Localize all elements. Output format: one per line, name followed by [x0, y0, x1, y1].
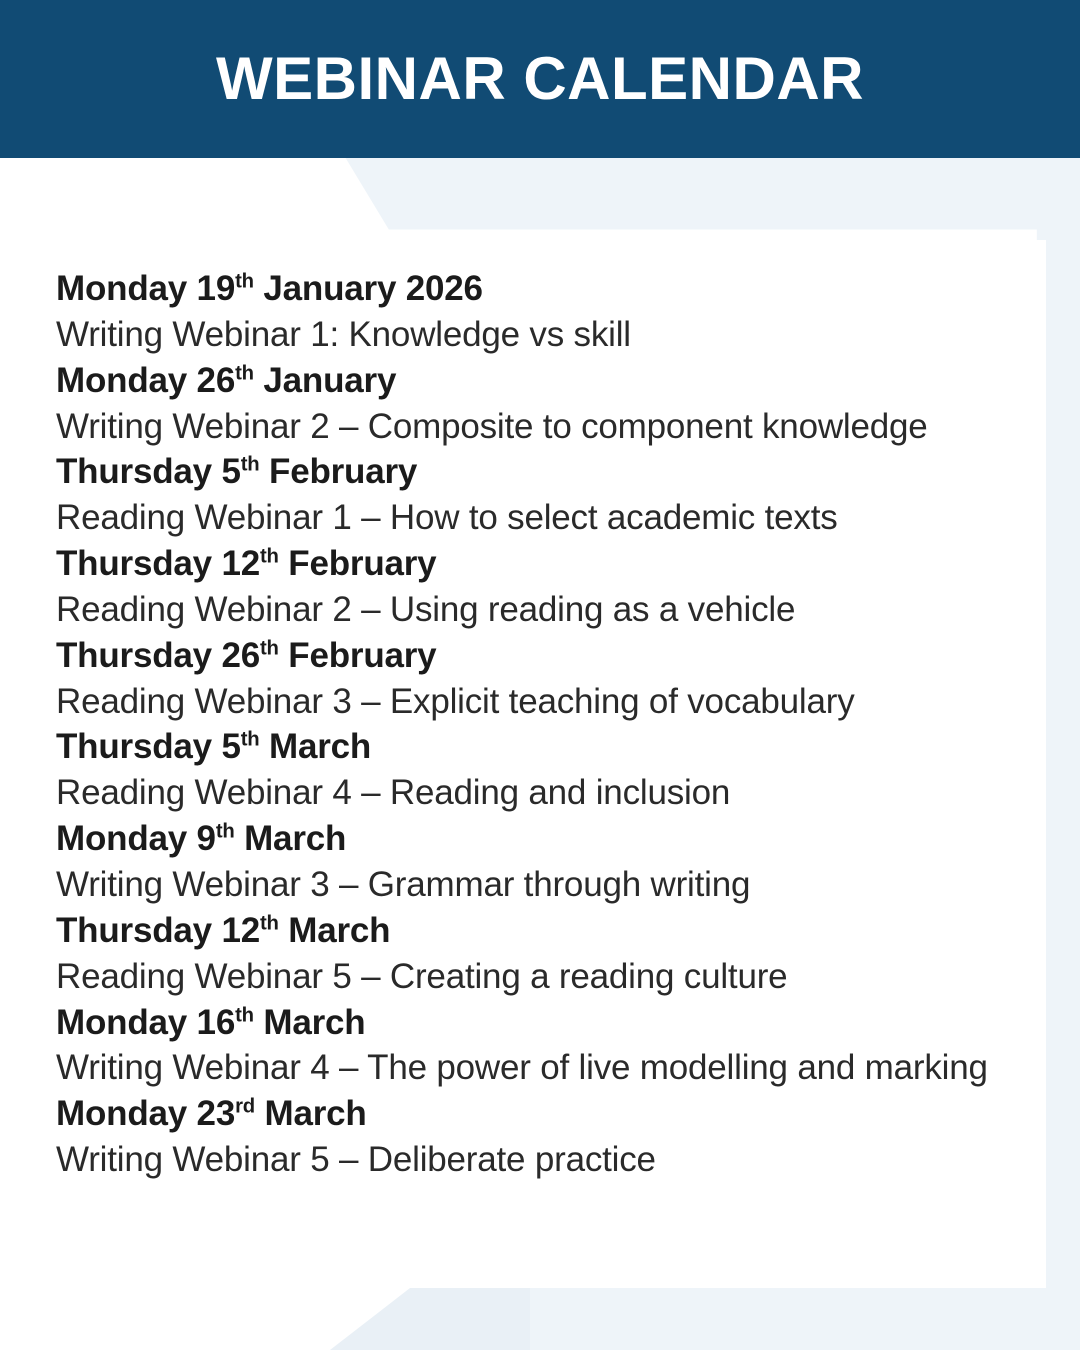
entry-title: Reading Webinar 2 – Using reading as a vehicle — [56, 589, 796, 629]
entry-date: Thursday 5th February — [56, 452, 418, 492]
list-item — [56, 908, 1018, 1000]
list-item — [56, 816, 1018, 908]
list-item — [56, 266, 1018, 358]
entry-date: Monday 9th March — [56, 819, 347, 859]
right-edge-accent — [1040, 700, 1080, 930]
entry-date: Monday 19th January 2026 — [56, 269, 483, 308]
entry-date: Thursday 12th February — [56, 544, 437, 584]
list-item — [56, 724, 1018, 816]
bottom-corner-accent — [330, 1288, 530, 1350]
entry-title: Writing Webinar 3 – Grammar through writing — [56, 864, 751, 904]
page-title: WEBINAR CALENDAR — [216, 45, 864, 112]
entry-date: Thursday 12th March — [56, 910, 391, 950]
list-item — [56, 1000, 1018, 1092]
entry-title: Writing Webinar 2 – Composite to component knowledge — [56, 406, 928, 446]
schedule-card — [34, 240, 1046, 1288]
entry-date: Monday 23rd March — [56, 1094, 367, 1134]
header-banner — [0, 0, 1080, 158]
entry-title: Reading Webinar 3 – Explicit teaching of vocabulary — [56, 681, 855, 721]
list-item — [56, 358, 1018, 450]
schedule-list — [56, 266, 1018, 1183]
entry-title: Writing Webinar 5 – Deliberate practice — [56, 1140, 656, 1180]
list-item — [56, 541, 1018, 633]
list-item — [56, 1091, 1018, 1183]
entry-title: Reading Webinar 5 – Creating a reading culture — [56, 956, 788, 996]
list-item — [56, 633, 1018, 725]
entry-date: Monday 16th March — [56, 1002, 366, 1042]
entry-date: Monday 26th January — [56, 360, 397, 400]
list-item — [56, 449, 1018, 541]
entry-title: Reading Webinar 4 – Reading and inclusion — [56, 773, 731, 813]
entry-date: Thursday 26th February — [56, 635, 437, 675]
entry-title: Writing Webinar 4 – The power of live modelling and marking — [56, 1048, 988, 1088]
entry-title: Writing Webinar 1: Knowledge vs skill — [56, 314, 631, 354]
entry-date: Thursday 5th March — [56, 727, 372, 767]
entry-title: Reading Webinar 1 – How to select academic texts — [56, 498, 838, 538]
